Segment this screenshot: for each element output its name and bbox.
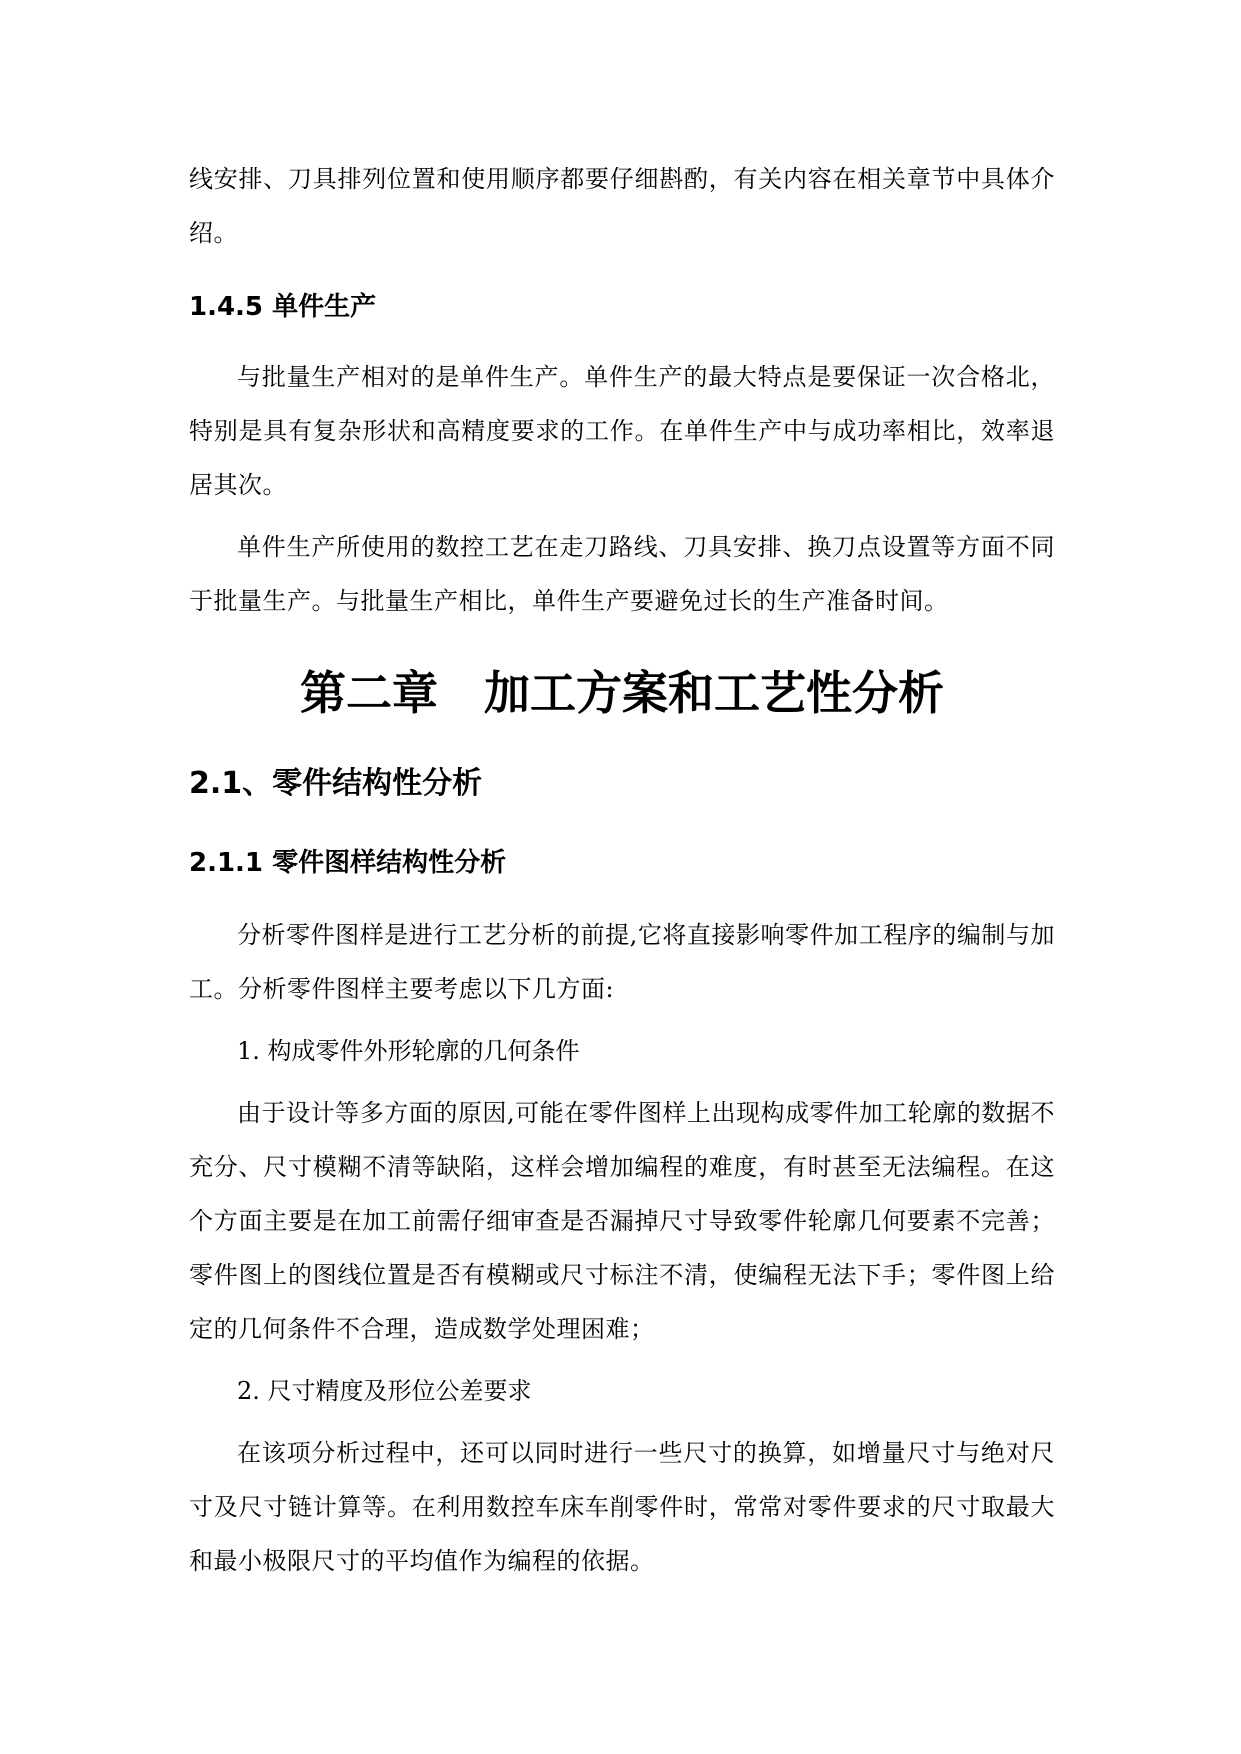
paragraph-analysis-intro: 分析零件图样是进行工艺分析的前提,它将直接影响零件加工程序的编制与加工。分析零件图样主要考虑以下几方面: xyxy=(189,921,1055,1003)
paragraph-item-1: 由于设计等多方面的原因,可能在零件图样上出现构成零件加工轮廓的数据不充分、尺寸模糊不清等缺陷，这样会增加编程的难度，有时甚至无法编程。在这个方面主要是在加工前需仔细审查是否漏掉尺寸导致零件轮廓几何要素不完善；零件图上的图线位置是否有模糊或尺寸标注不清，使编程无法下手；零件图上给定的几何条件不合理，造成数学处理困难； xyxy=(189,1099,1055,1343)
section-heading-2-1-1: 2.1.1 零件图样结构性分析 xyxy=(189,848,507,878)
list-item-1: 1. 构成零件外形轮廓的几何条件 xyxy=(237,1037,580,1065)
paragraph-single-production-1: 与批量生产相对的是单件生产。单件生产的最大特点是要保证一次合格北，特别是具有复杂形状和高精度要求的工作。在单件生产中与成功率相比，效率退居其次。 xyxy=(189,363,1055,499)
paragraph-single-production-2: 单件生产所使用的数控工艺在走刀路线、刀具安排、换刀点设置等方面不同于批量生产。与批量生产相比，单件生产要避免过长的生产准备时间。 xyxy=(189,533,1055,615)
list-item-2: 2. 尺寸精度及形位公差要求 xyxy=(237,1377,532,1405)
paragraph-continuation: 线安排、刀具排列位置和使用顺序都要仔细斟酌，有关内容在相关章节中具体介绍。 xyxy=(189,165,1055,247)
section-heading-1-4-5: 1.4.5 单件生产 xyxy=(189,292,377,322)
section-heading-2-1: 2.1、零件结构性分析 xyxy=(189,766,483,801)
page-content xyxy=(189,152,1055,1588)
paragraph-item-2: 在该项分析过程中，还可以同时进行一些尺寸的换算，如增量尺寸与绝对尺寸及尺寸链计算等。在利用数控车床车削零件时，常常对零件要求的尺寸取最大和最小极限尺寸的平均值作为编程的依据。 xyxy=(189,1439,1055,1575)
chapter-title: 第二章 加工方案和工艺性分析 xyxy=(300,666,944,720)
